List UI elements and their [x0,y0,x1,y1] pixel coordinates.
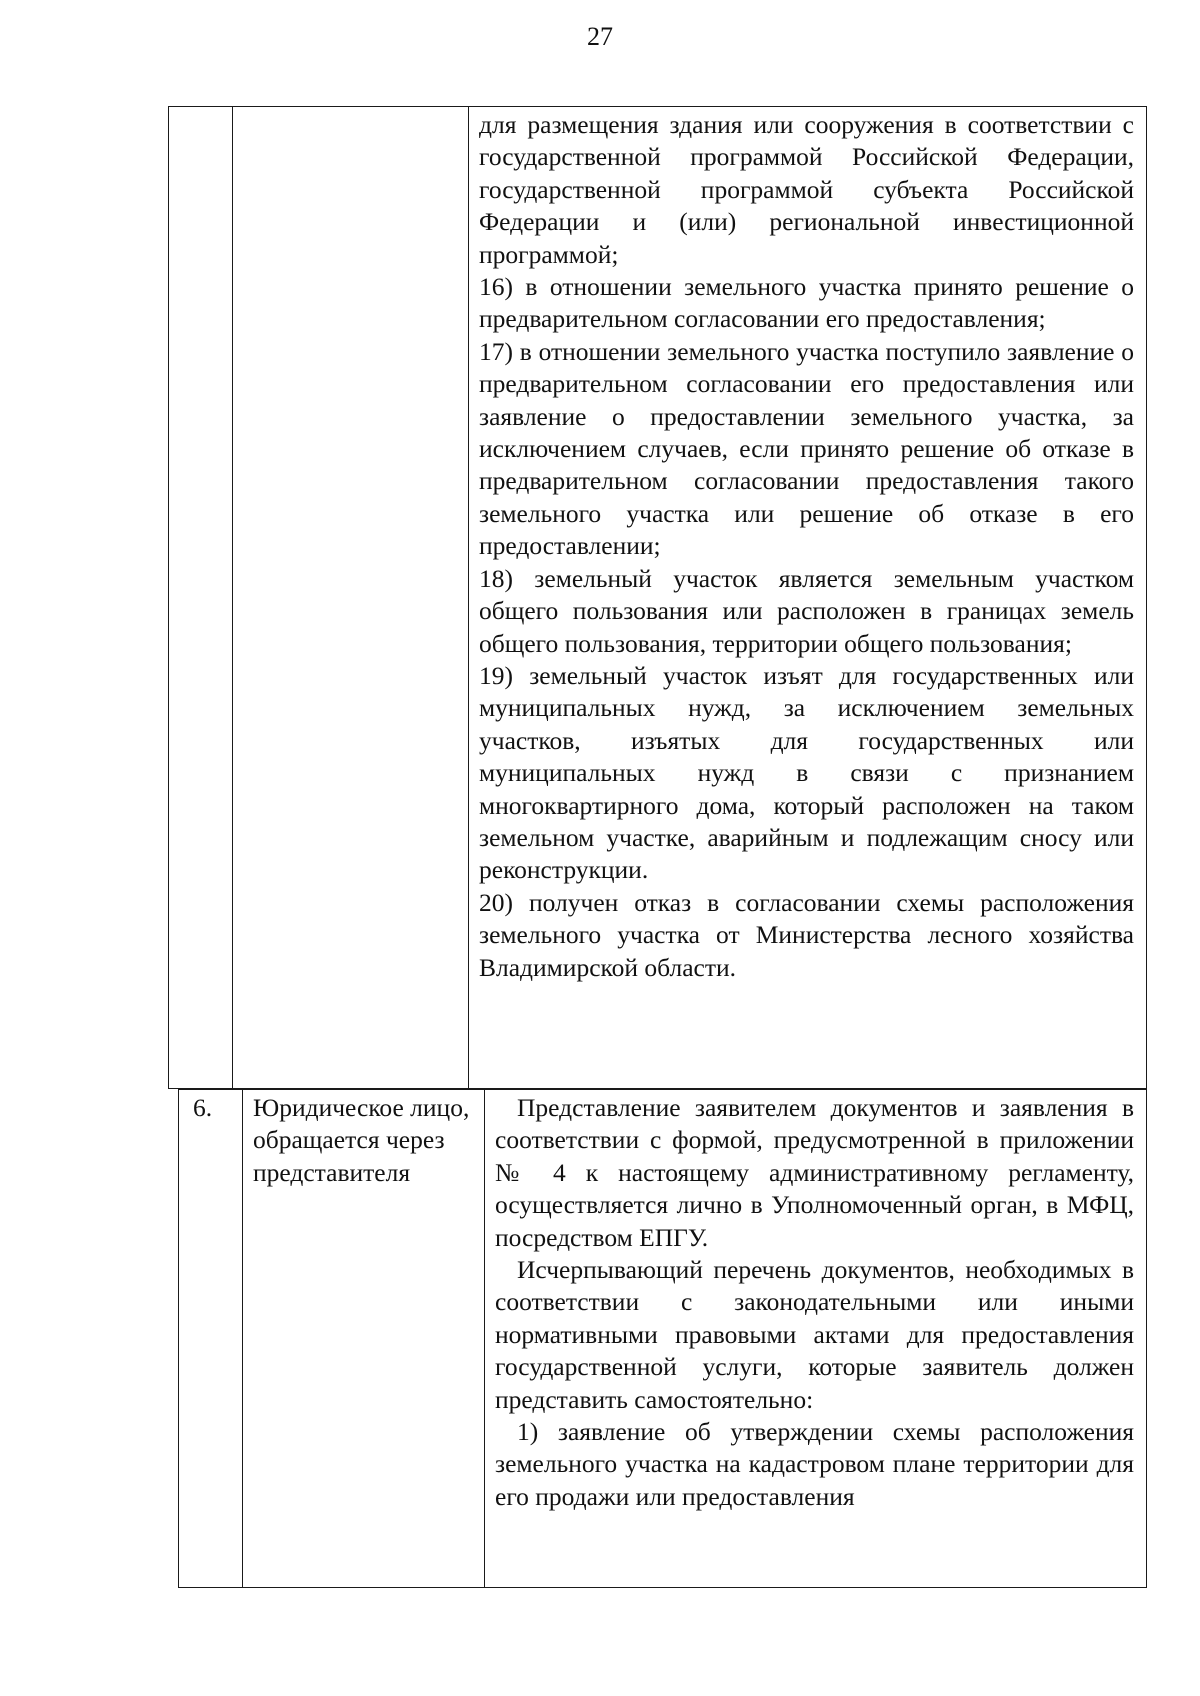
paragraph: для размещения здания или сооружения в соответствии с государственной программой Российской Федерации, государственной программой субъекта Российской Федерации и (или) региональной инвестиционной программой; [479,110,1134,269]
list-item: 18) земельный участок является земельным участком общего пользования или расположен в границах земель общего пользования, территории общего пользования; [479,563,1134,658]
table-row [179,1090,1147,1588]
regulation-table-row-6 [178,1089,1147,1588]
list-item: 17) в отношении земельного участка поступило заявление о предварительном согласовании его предоставления или заявление о предоставлении земельного участка, за исключением случаев, если принято решение об отказе в предварительном согласовании предоставления такого земельного участка или решение об отказе в его предоставлении; [479,336,1134,561]
row-number-cell: 6. [179,1090,243,1588]
list-item: 1) заявление об утверждении схемы расположения земельного участка на кадастровом плане территории для его продажи или предоставления [495,1417,1134,1511]
regulation-table-continued [168,106,1147,1089]
list-item: 19) земельный участок изъят для государственных или муниципальных нужд, за исключением земельных участков, изъятых для государственных или муниципальных нужд в связи с признанием многоквартирного дома, который расположен на таком земельном участке, аварийным и подлежащим сносу или реконструкции. [479,660,1134,885]
table-row [169,107,1147,1089]
applicant-cell [233,107,469,1089]
list-item: 20) получен отказ в согласовании схемы расположения земельного участка от Министерства лесного хозяйства Владимирской области. [479,887,1134,982]
applicant-cell: Юридическое лицо, обращается через представителя [243,1090,485,1588]
conditions-cell [469,107,1147,1089]
list-item: 16) в отношении земельного участка принято решение о предварительном согласовании его предоставления; [479,272,1134,334]
paragraph: Представление заявителем документов и заявления в соответствии с формой, предусмотренной в приложении № 4 к настоящему административному регламенту, осуществляется лично в Уполномоченный орган, в МФЦ, посредством ЕПГУ. [495,1093,1134,1252]
row-number-cell [169,107,233,1089]
procedure-cell [485,1090,1147,1588]
page-number: 27 [587,22,613,51]
paragraph: Исчерпывающий перечень документов, необходимых в соответствии с законодательными или иными нормативными правовыми актами для предоставления государственной услуги, которые заявитель должен представить самостоятельно: [495,1255,1134,1414]
